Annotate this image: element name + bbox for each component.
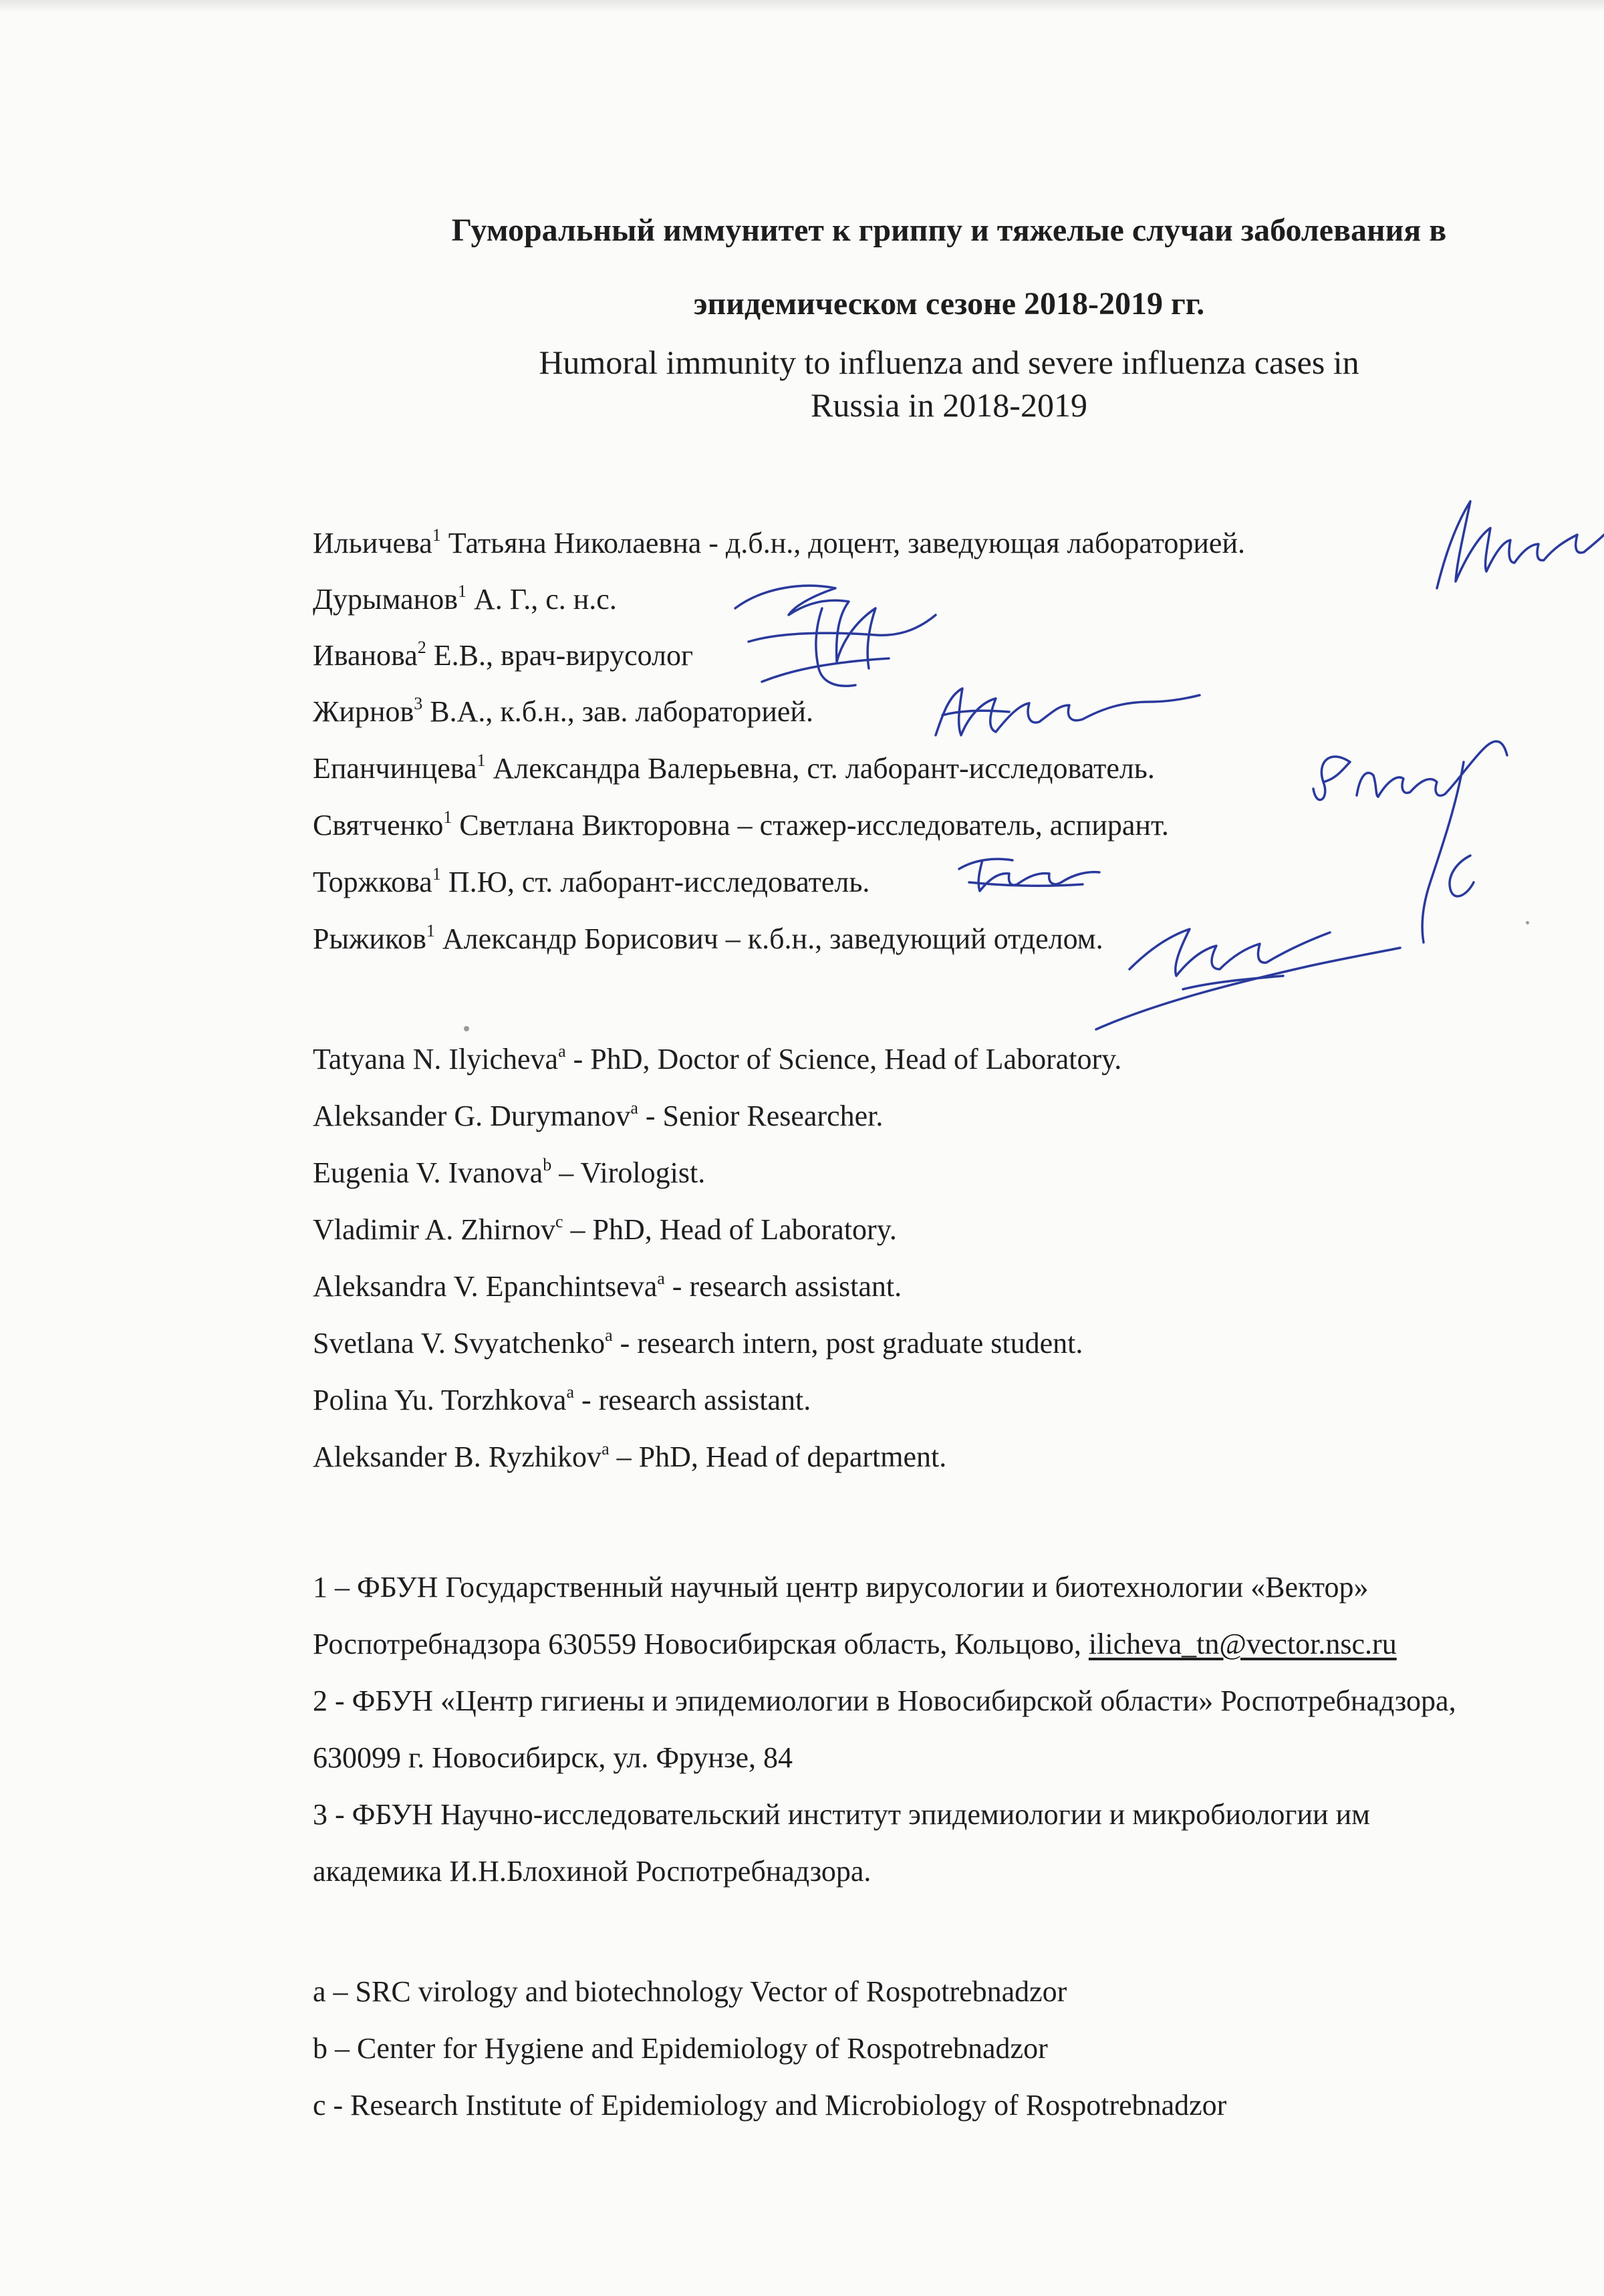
author-name: Aleksander B. Ryzhikov <box>313 1440 602 1473</box>
affiliation-ru-line: 1 – ФБУН Государственный научный центр вирусологии и биотехнологии «Вектор» <box>313 1571 1369 1604</box>
author-en-1 <box>313 1039 1121 1079</box>
author-name: Vladimir A. Zhirnov <box>313 1213 555 1246</box>
author-ru-7 <box>313 862 870 902</box>
author-name: Svetlana V. Svyatchenko <box>313 1327 606 1360</box>
affiliation-mark: 1 <box>457 582 466 601</box>
affiliation-ru-line: академика И.Н.Блохиной Роспотребнадзора. <box>313 1855 872 1888</box>
author-ru-5 <box>313 749 1155 789</box>
author-details: Светлана Викторовна – стажер-исследователь, аспирант. <box>452 809 1169 842</box>
author-en-4 <box>313 1210 897 1250</box>
scan-speck <box>464 1026 469 1031</box>
title-en-line-1: Humoral immunity to influenza and severe influenza cases in <box>539 344 1359 381</box>
affiliation-mark: 1 <box>426 921 435 940</box>
affiliation-mark: 2 <box>417 638 426 657</box>
affiliation-ru-line: 2 - ФБУН «Центр гигиены и эпидемиологии в Новосибирской области» Роспотребнадзора, <box>313 1684 1456 1717</box>
author-name: Рыжиков <box>313 922 426 955</box>
author-name: Eugenia V. Ivanova <box>313 1156 543 1189</box>
author-name: Жирнов <box>313 695 414 728</box>
signature-torzhkova <box>949 846 1103 899</box>
author-name: Торжкова <box>313 866 432 898</box>
affiliation-mark: c <box>555 1212 563 1231</box>
author-details: Татьяна Николаевна - д.б.н., доцент, заведующая лабораторией. <box>440 527 1245 559</box>
author-name: Aleksander G. Durymanov <box>313 1100 631 1132</box>
author-name: Иванова <box>313 639 418 672</box>
affiliation-ru-line: 3 - ФБУН Научно-исследовательский институт эпидемиологии и микробиологии им <box>313 1798 1370 1831</box>
author-details: – Virologist. <box>551 1156 706 1189</box>
affiliation-mark: 1 <box>432 864 441 884</box>
affiliation-mark: a <box>630 1098 638 1118</box>
author-details: П.Ю, ст. лаборант-исследователь. <box>440 866 870 898</box>
affiliation-mark: a <box>602 1439 610 1458</box>
title-ru-line-1: Гуморальный иммунитет к гриппу и тяжелые случаи заболевания в <box>451 213 1447 248</box>
affiliation-mark: 1 <box>443 807 452 827</box>
title-english <box>314 341 1584 426</box>
affiliation-mark: 3 <box>414 694 423 713</box>
email-link[interactable]: ilicheva_tn@vector.nsc.ru <box>1088 1628 1397 1660</box>
author-details: Е.В., врач-вирусолог <box>426 639 694 672</box>
affiliation-mark: a <box>605 1325 613 1345</box>
author-name: Ильичева <box>313 527 432 559</box>
author-details: В.А., к.б.н., зав. лабораторией. <box>422 695 813 728</box>
scan-speck <box>1526 921 1529 924</box>
author-details: А. Г., с. н.с. <box>466 583 617 616</box>
author-en-3 <box>313 1153 705 1193</box>
affiliation-mark: b <box>543 1155 552 1174</box>
affiliation-ru-line: 630099 г. Новосибирск, ул. Фрунзе, 84 <box>313 1741 793 1774</box>
author-ru-6 <box>313 805 1169 846</box>
affiliation-en-line: c - Research Institute of Epidemiology and Microbiology of Rospotrebnadzor <box>313 2089 1227 2122</box>
author-name: Tatyana N. Ilyicheva <box>313 1043 559 1075</box>
affiliation-address: Роспотребнадзора 630559 Новосибирская область, Кольцово, <box>313 1628 1089 1660</box>
title-en-line-2: Russia in 2018-2019 <box>811 386 1087 424</box>
affiliation-mark: a <box>657 1269 665 1288</box>
author-en-2 <box>313 1096 883 1136</box>
author-en-8 <box>313 1437 946 1477</box>
signature-durymanov-ivanova <box>722 568 949 702</box>
author-en-6 <box>313 1323 1083 1364</box>
author-details: Александр Борисович – к.б.н., заведующий отделом. <box>434 922 1103 955</box>
affiliation-en-line: a – SRC virology and biotechnology Vector of Rospotrebnadzor <box>313 1975 1067 2008</box>
author-en-5 <box>313 1267 902 1307</box>
author-en-7 <box>313 1380 811 1420</box>
author-name: Polina Yu. Torzhkova <box>313 1384 567 1416</box>
scan-edge-shadow <box>0 0 1604 12</box>
author-name: Епанчинцева <box>313 752 477 785</box>
author-details: - research assistant. <box>664 1270 902 1303</box>
author-details: – PhD, Head of Laboratory. <box>563 1213 897 1246</box>
signature-ilyicheva <box>1417 488 1604 602</box>
author-name: Святченко <box>313 809 444 842</box>
affiliation-mark: 1 <box>477 751 486 770</box>
author-ru-1 <box>313 523 1245 563</box>
author-ru-8 <box>313 919 1103 959</box>
affiliation-mark: 1 <box>432 525 441 545</box>
signature-ryzhikov <box>1089 889 1404 1043</box>
author-details: - Senior Researcher. <box>638 1100 884 1132</box>
author-name: Дурыманов <box>313 583 458 616</box>
author-details: – PhD, Head of department. <box>609 1440 947 1473</box>
author-details: - research intern, post graduate student. <box>612 1327 1083 1360</box>
affiliation-ru-line <box>313 1624 1397 1664</box>
author-details: - PhD, Doctor of Science, Head of Laboratory. <box>565 1043 1122 1075</box>
title-russian <box>314 194 1584 341</box>
author-details: - research assistant. <box>573 1384 811 1416</box>
author-name: Aleksandra V. Epanchintseva <box>313 1270 658 1303</box>
author-ru-2 <box>313 580 617 620</box>
affiliation-en-line: b – Center for Hygiene and Epidemiology of Rospotrebnadzor <box>313 2032 1048 2065</box>
title-ru-line-2: эпидемическом сезоне 2018-2019 гг. <box>693 286 1205 322</box>
affiliation-mark: a <box>558 1041 566 1061</box>
affiliation-mark: a <box>566 1382 574 1402</box>
author-details: Александра Валерьевна, ст. лаборант-исследователь. <box>485 752 1155 785</box>
signature-zhirnov <box>922 675 1203 749</box>
author-ru-3 <box>313 636 693 676</box>
